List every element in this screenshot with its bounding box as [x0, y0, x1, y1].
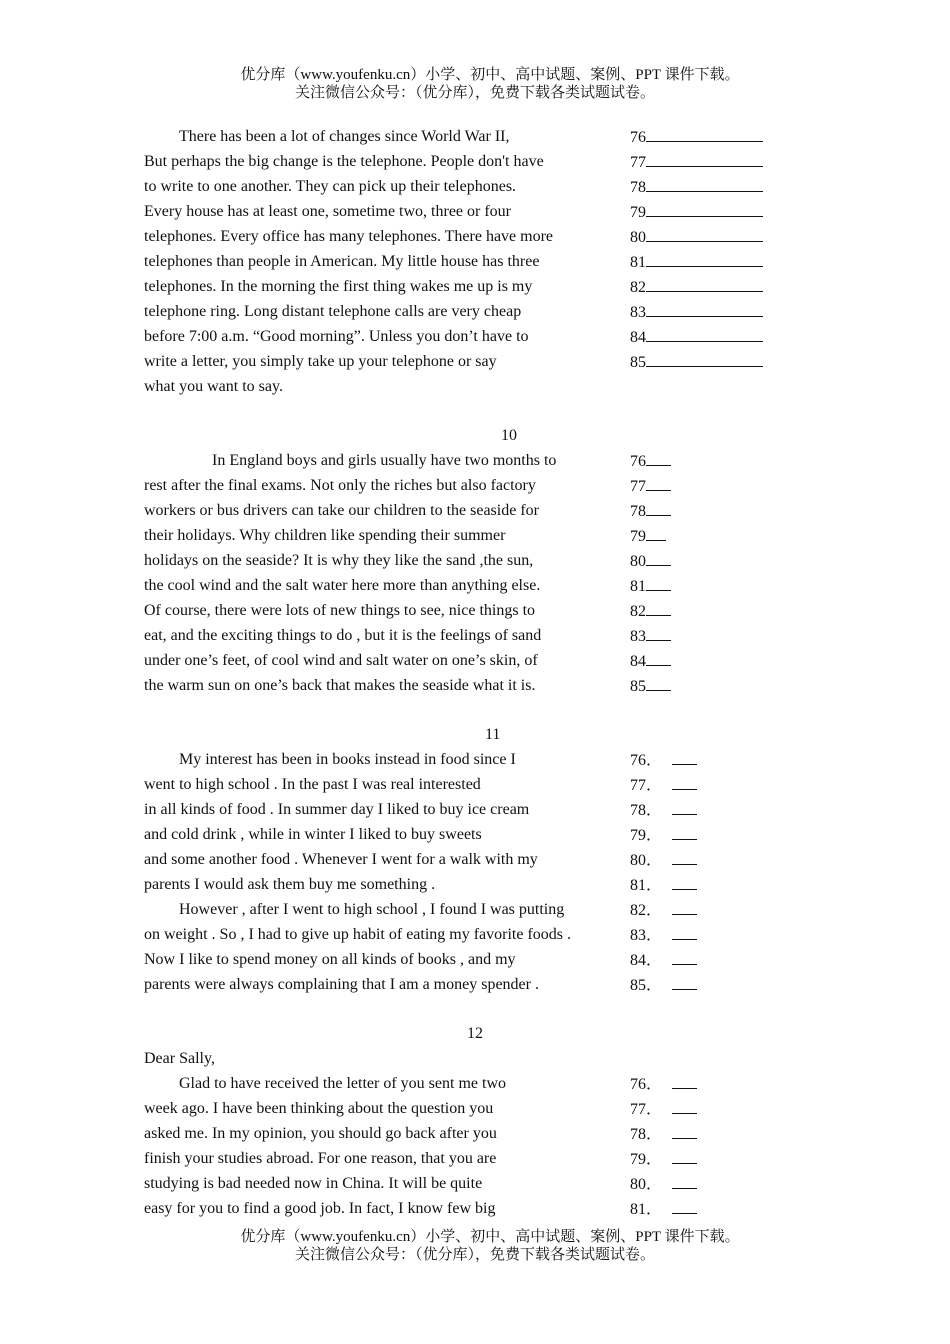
answer-number: 76: [630, 453, 646, 470]
answer-slot: [630, 875, 697, 896]
passage-line: on weight . So , I had to give up habit of eating my favorite foods .: [144, 926, 572, 943]
passage-line: There has been a lot of changes since World War II,: [179, 128, 510, 145]
answer-blank[interactable]: [646, 451, 671, 466]
answer-blank[interactable]: [646, 177, 763, 192]
passage-line: rest after the final exams. Not only the riches but also factory: [144, 477, 536, 494]
answer-blank[interactable]: [646, 202, 763, 217]
passage-line: finish your studies abroad. For one reason, that you are: [144, 1150, 497, 1167]
answer-blank[interactable]: [672, 1174, 697, 1189]
answer-slot: [630, 277, 763, 298]
passage-line: in all kinds of food . In summer day I liked to buy ice cream: [144, 801, 530, 818]
answer-blank[interactable]: [646, 152, 763, 167]
passage-line: In England boys and girls usually have two months to: [212, 452, 557, 469]
answer-slot: [630, 1099, 697, 1120]
answer-number: 80．: [630, 1176, 663, 1193]
answer-blank[interactable]: [646, 601, 671, 616]
answer-number: 81．: [630, 1201, 663, 1218]
answer-number: 82: [630, 279, 646, 296]
answer-slot: [630, 1174, 697, 1195]
answer-slot: [630, 775, 697, 796]
answer-number: 81: [630, 254, 646, 271]
page-header: [0, 66, 950, 102]
answer-slot: [630, 1149, 697, 1170]
passage-line: telephones. In the morning the first thing wakes me up is my: [144, 278, 533, 295]
passage-line: Every house has at least one, sometime two, three or four: [144, 203, 511, 220]
answer-slot: [630, 127, 763, 148]
answer-number: 82．: [630, 902, 663, 919]
answer-slot: [630, 950, 697, 971]
header-line-1: 优分库（www.youfenku.cn）小学、初中、高中试题、案例、PPT 课件下载。: [240, 67, 740, 83]
answer-number: 78: [630, 179, 646, 196]
passage-line: telephones. Every office has many telephones. There have more: [144, 228, 554, 245]
answer-blank[interactable]: [646, 227, 763, 242]
answer-slot: [630, 476, 671, 497]
section-title: 10: [501, 427, 517, 444]
answer-slot: [630, 451, 671, 472]
answer-blank[interactable]: [672, 1149, 697, 1164]
passage-line: before 7:00 a.m. “Good morning”. Unless you don’t have to: [144, 328, 529, 345]
passage-line: their holidays. Why children like spending their summer: [144, 527, 506, 544]
passage-line: parents were always complaining that I am a money spender .: [144, 976, 539, 993]
answer-slot: [630, 651, 671, 672]
footer-line-1: 优分库（www.youfenku.cn）小学、初中、高中试题、案例、PPT 课件下载。: [240, 1229, 740, 1245]
passage-line: eat, and the exciting things to do , but it is the feelings of sand: [144, 627, 542, 644]
answer-number: 77: [630, 478, 646, 495]
answer-number: 78．: [630, 1126, 663, 1143]
passage-line: telephones than people in American. My little house has three: [144, 253, 540, 270]
answer-blank[interactable]: [646, 476, 671, 491]
passage-line: write a letter, you simply take up your telephone or say: [144, 353, 497, 370]
answer-slot: [630, 576, 671, 597]
answer-blank[interactable]: [672, 1099, 697, 1114]
answer-number: 85: [630, 354, 646, 371]
answer-number: 77．: [630, 1101, 663, 1118]
answer-number: 76．: [630, 752, 663, 769]
passage-line: However , after I went to high school , I found I was putting: [179, 901, 565, 918]
answer-slot: [630, 925, 697, 946]
answer-slot: [630, 800, 697, 821]
answer-slot: [630, 152, 763, 173]
answer-blank[interactable]: [646, 526, 666, 541]
answer-number: 85．: [630, 977, 663, 994]
answer-blank[interactable]: [646, 277, 763, 292]
answer-number: 80．: [630, 852, 663, 869]
footer-line-2: 关注微信公众号：（优分库），免费下载各类试题试卷。: [294, 1247, 655, 1263]
answer-slot: [630, 1199, 697, 1220]
passage-line: My interest has been in books instead in food since I: [179, 751, 516, 768]
answer-blank[interactable]: [672, 1124, 697, 1139]
passage-line: holidays on the seaside? It is why they like the sand ,the sun,: [144, 552, 534, 569]
answer-slot: [630, 676, 671, 697]
passage-line: parents I would ask them buy me something .: [144, 876, 436, 893]
answer-blank[interactable]: [646, 551, 671, 566]
answer-slot: [630, 1124, 697, 1145]
answer-blank[interactable]: [672, 850, 697, 865]
answer-slot: [630, 900, 697, 921]
answer-number: 81: [630, 578, 646, 595]
answer-number: 77．: [630, 777, 663, 794]
answer-blank[interactable]: [646, 302, 763, 317]
answer-number: 83: [630, 304, 646, 321]
answer-blank[interactable]: [646, 651, 671, 666]
answer-blank[interactable]: [646, 252, 763, 267]
answer-slot: [630, 302, 763, 323]
section-title: 11: [485, 726, 501, 743]
answer-number: 81．: [630, 877, 663, 894]
answer-slot: [630, 850, 697, 871]
answer-blank[interactable]: [646, 626, 671, 641]
passage-line: week ago. I have been thinking about the question you: [144, 1100, 494, 1117]
answer-number: 77: [630, 154, 646, 171]
answer-blank[interactable]: [672, 950, 697, 965]
passage-line: what you want to say.: [144, 378, 283, 395]
passage-line: studying is bad needed now in China. It will be quite: [144, 1175, 483, 1192]
answer-blank[interactable]: [646, 576, 671, 591]
passage-line: Of course, there were lots of new things to see, nice things to: [144, 602, 536, 619]
answer-blank[interactable]: [672, 800, 697, 815]
passage-line: Now I like to spend money on all kinds of books , and my: [144, 951, 516, 968]
header-line-2: 关注微信公众号：（优分库），免费下载各类试题试卷。: [294, 85, 655, 101]
answer-slot: [630, 750, 697, 771]
answer-number: 84．: [630, 952, 663, 969]
passage-line: and some another food . Whenever I went for a walk with my: [144, 851, 538, 868]
passage-line: asked me. In my opinion, you should go back after you: [144, 1125, 497, 1142]
passage-line: to write to one another. They can pick up their telephones.: [144, 178, 517, 195]
answer-blank[interactable]: [672, 775, 697, 790]
answer-number: 79: [630, 528, 646, 545]
section-title: 12: [467, 1025, 483, 1042]
answer-blank[interactable]: [646, 501, 671, 516]
answer-slot: [630, 327, 763, 348]
answer-slot: [630, 501, 671, 522]
answer-blank[interactable]: [646, 127, 763, 142]
answer-number: 84: [630, 653, 646, 670]
answer-number: 85: [630, 678, 646, 695]
answer-slot: [630, 227, 763, 248]
passage-line: the warm sun on one’s back that makes the seaside what it is.: [144, 677, 536, 694]
answer-blank[interactable]: [672, 925, 697, 940]
passage-line: and cold drink , while in winter I liked to buy sweets: [144, 826, 482, 843]
answer-number: 83: [630, 628, 646, 645]
answer-number: 79．: [630, 827, 663, 844]
answer-slot: [630, 202, 763, 223]
letter-salutation: Dear Sally,: [144, 1050, 215, 1067]
answer-slot: [630, 626, 671, 647]
answer-slot: [630, 526, 666, 547]
answer-blank[interactable]: [672, 750, 697, 765]
passage-line: workers or bus drivers can take our children to the seaside for: [144, 502, 539, 519]
answer-slot: [630, 1074, 697, 1095]
answer-blank[interactable]: [646, 352, 763, 367]
answer-slot: [630, 601, 671, 622]
answer-number: 80: [630, 229, 646, 246]
page-footer: [0, 1228, 950, 1264]
answer-slot: [630, 825, 697, 846]
answer-number: 82: [630, 603, 646, 620]
passage-line: under one’s feet, of cool wind and salt water on one’s skin, of: [144, 652, 538, 669]
answer-slot: [630, 551, 671, 572]
passage-line: easy for you to find a good job. In fact, I know few big: [144, 1200, 496, 1217]
passage-line: But perhaps the big change is the telephone. People don't have: [144, 153, 544, 170]
passage-line: Glad to have received the letter of you sent me two: [179, 1075, 506, 1092]
answer-number: 84: [630, 329, 646, 346]
answer-number: 78．: [630, 802, 663, 819]
answer-number: 76．: [630, 1076, 663, 1093]
answer-slot: [630, 252, 763, 273]
answer-blank[interactable]: [672, 825, 697, 840]
passage-line: the cool wind and the salt water here more than anything else.: [144, 577, 541, 594]
answer-blank[interactable]: [646, 676, 671, 691]
answer-slot: [630, 975, 697, 996]
answer-slot: [630, 177, 763, 198]
answer-number: 83．: [630, 927, 663, 944]
answer-blank[interactable]: [672, 975, 697, 990]
passage-line: went to high school . In the past I was real interested: [144, 776, 481, 793]
passage-line: telephone ring. Long distant telephone calls are very cheap: [144, 303, 522, 320]
answer-number: 79: [630, 204, 646, 221]
answer-blank[interactable]: [672, 900, 697, 915]
answer-number: 79．: [630, 1151, 663, 1168]
answer-number: 80: [630, 553, 646, 570]
answer-number: 76: [630, 129, 646, 146]
answer-slot: [630, 352, 763, 373]
answer-blank[interactable]: [672, 875, 697, 890]
answer-blank[interactable]: [646, 327, 763, 342]
answer-blank[interactable]: [672, 1199, 697, 1214]
answer-number: 78: [630, 503, 646, 520]
answer-blank[interactable]: [672, 1074, 697, 1089]
